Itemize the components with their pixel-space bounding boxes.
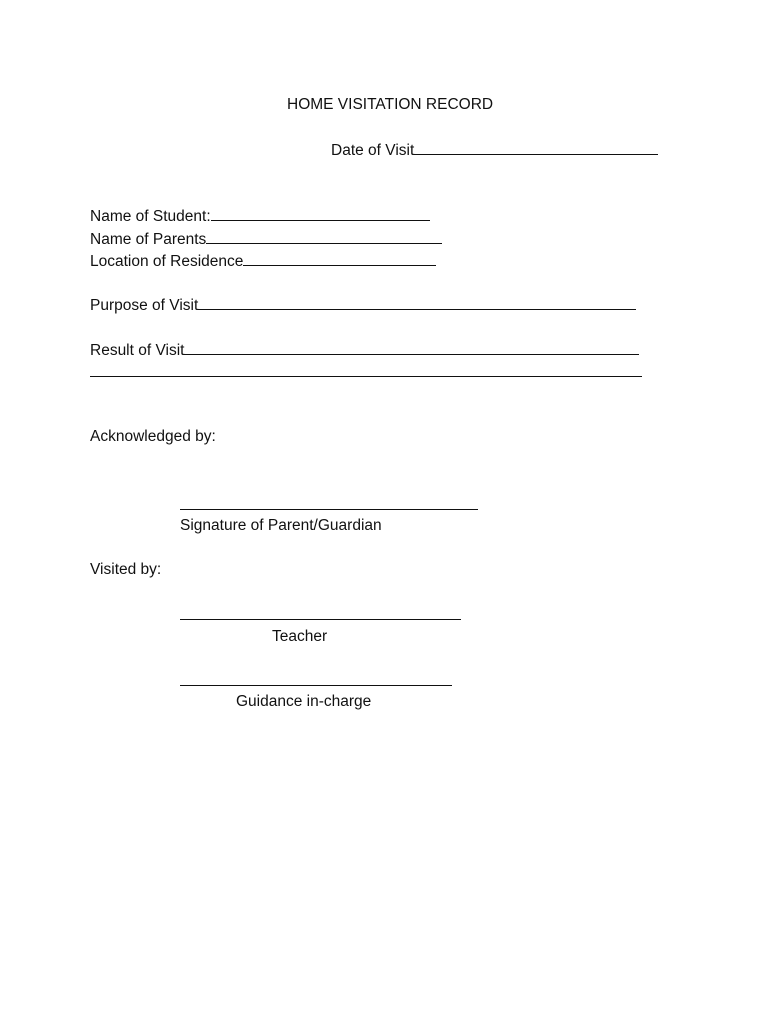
parents-name-row <box>90 230 442 248</box>
residence-blank <box>243 252 436 266</box>
result-row <box>90 341 639 359</box>
result-continuation-line <box>90 376 642 377</box>
date-of-visit-blank <box>414 141 658 155</box>
result-blank <box>184 341 639 355</box>
teacher-label: Teacher <box>272 628 328 645</box>
parent-signature-line <box>180 509 478 510</box>
student-name-blank <box>211 207 430 221</box>
student-name-row <box>90 207 430 225</box>
teacher-signature-line <box>180 619 461 620</box>
result-label: Result of Visit <box>90 342 185 359</box>
student-name-label: Name of Student: <box>90 208 211 225</box>
purpose-label: Purpose of Visit <box>90 297 199 314</box>
parents-name-blank <box>206 230 442 244</box>
purpose-blank <box>198 296 636 310</box>
parent-signature-label: Signature of Parent/Guardian <box>180 517 382 534</box>
date-of-visit-label: Date of Visit <box>331 142 415 159</box>
page-title: HOME VISITATION RECORD <box>287 96 494 113</box>
purpose-row <box>90 296 636 314</box>
visited-by-label: Visited by: <box>90 561 162 578</box>
parents-name-label: Name of Parents <box>90 231 207 248</box>
acknowledged-by-label: Acknowledged by: <box>90 428 216 445</box>
residence-row <box>90 252 436 270</box>
date-of-visit-row <box>331 141 658 159</box>
residence-label: Location of Residence <box>90 253 244 270</box>
guidance-signature-line <box>180 685 452 686</box>
guidance-label: Guidance in-charge <box>236 693 372 710</box>
